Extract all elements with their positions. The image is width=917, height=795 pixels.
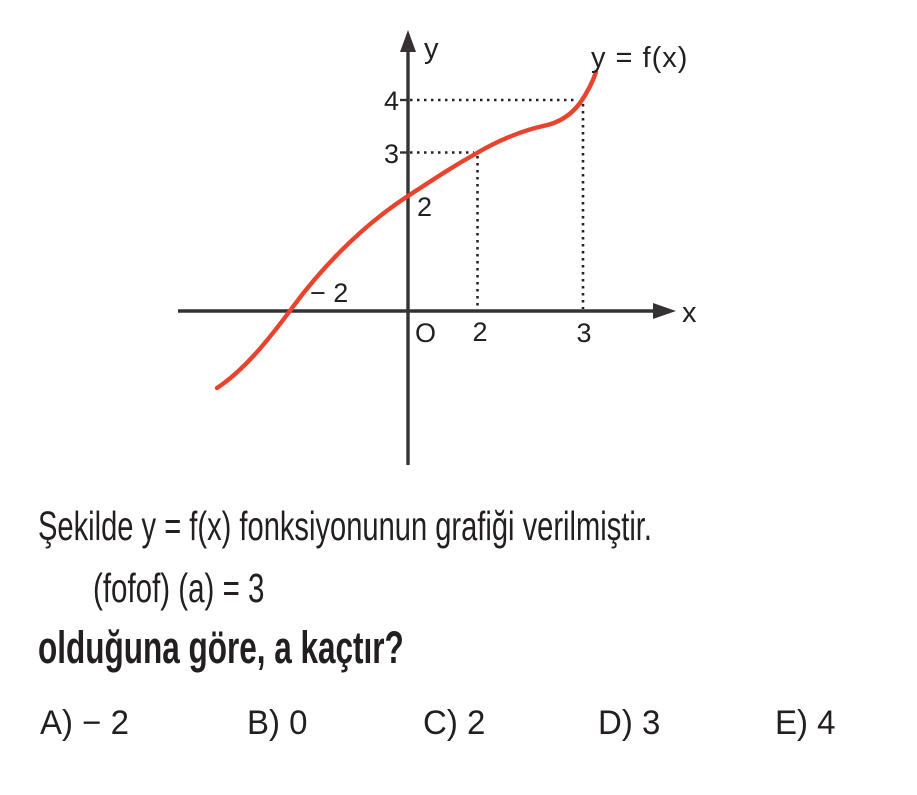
origin-label: O [415, 318, 437, 348]
x-tick-label-2: 2 [472, 317, 488, 347]
y-intercept-label-2: 2 [417, 192, 433, 222]
answer-option-a[interactable]: A) − 2 [40, 704, 129, 742]
curve-label: y = f(x) [591, 42, 689, 74]
x-axis-label: x [682, 297, 697, 329]
y-tick-label-3: 3 [383, 139, 399, 169]
answer-option-e[interactable]: E) 4 [775, 704, 836, 742]
x-axis-arrow-icon [653, 303, 676, 319]
question-equation: (fofof) (a) = 3 [93, 565, 265, 611]
y-tick-label-4: 4 [383, 86, 399, 116]
x-tick-label-3: 3 [576, 318, 592, 348]
answer-option-d[interactable]: D) 3 [598, 704, 661, 742]
question-statement: Şekilde y = f(x) fonksiyonunun grafiği verilmiştir. [38, 503, 652, 549]
question-prompt: olduğuna göre, a kaçtır? [38, 622, 404, 673]
y-axis-label: y [424, 33, 439, 65]
x-tick-label-neg2: − 2 [310, 278, 349, 308]
answer-option-c[interactable]: C) 2 [423, 704, 486, 742]
answer-option-b[interactable]: B) 0 [247, 704, 308, 742]
y-axis-arrow-icon [400, 30, 416, 52]
